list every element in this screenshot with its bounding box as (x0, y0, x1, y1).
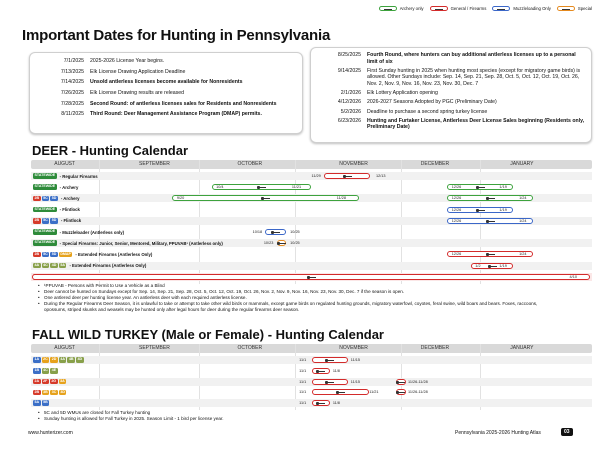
season-date-label: 1/2 (475, 263, 481, 268)
wmu-tag: 2G (51, 378, 57, 383)
date-value: 2/1/2026 (340, 90, 361, 97)
wmu-tag: 5C (43, 218, 48, 223)
season-icon (316, 371, 325, 372)
date-value: 8/25/2025 (337, 52, 361, 58)
legend-label: General / Firearms (450, 6, 487, 11)
calendar-row (31, 378, 592, 386)
date-value: 7/28/2025 (60, 100, 84, 107)
row-label (33, 239, 223, 247)
row-label (33, 228, 124, 236)
deer-notes (38, 283, 558, 313)
row-label (33, 378, 66, 386)
season-date-label: 1/24 (519, 196, 527, 201)
calendar-row (31, 228, 592, 236)
month-header (31, 160, 592, 169)
season-icon (336, 392, 345, 393)
page-title: Important Dates for Hunting in Pennsylvania (22, 27, 331, 44)
wmu-tag: 5A (60, 262, 65, 267)
date-value: 8/11/2025 (61, 111, 84, 118)
season-date-label: 11/1 (299, 368, 307, 373)
wmu-tag: 5A (34, 400, 40, 405)
calendar-row (31, 172, 592, 180)
wmu-tag: 4D (77, 357, 83, 362)
season-icon (343, 176, 352, 177)
legend-item (492, 6, 551, 11)
season-date-label: 1/19 (499, 185, 507, 190)
row-season-name: - Archery (60, 195, 80, 201)
dates-box-left (29, 52, 303, 134)
wmu-tag: 1B (34, 368, 40, 373)
wmu-tag: DMAP (60, 251, 71, 256)
season-date-label: 11/1 (299, 379, 307, 384)
season-date-label: 12/26 (451, 185, 462, 190)
season-bar (324, 173, 371, 179)
date-description: Elk Lottery Application opening (367, 90, 438, 97)
legend-swatch (557, 6, 575, 11)
season-date-label: 12/26 (451, 207, 462, 212)
season-date-label: 4/10 (569, 274, 577, 279)
season-date-label: 10/18 (252, 230, 263, 234)
calendar-row (31, 262, 592, 270)
month-label: OCTOBER (237, 345, 263, 351)
row-season-name: - Archery (59, 184, 79, 190)
calendar-row (31, 250, 592, 258)
footer-website: www.hunterizer.com (28, 430, 73, 436)
wmu-tag: 4E (51, 368, 57, 373)
date-value: 5/2/2026 (340, 108, 361, 115)
date-row (34, 90, 294, 97)
season-icon (277, 243, 286, 244)
row-season-name: - Extended Firearms (Antlerless Only) (75, 251, 153, 257)
row-label (33, 356, 84, 364)
date-row (315, 68, 585, 88)
calendar-row (31, 367, 592, 375)
season-bar (312, 389, 370, 395)
note-item: • Sunday hunting is allowed for Fall Turkey in 2025. Season Limit - 1 bird per license year. (38, 416, 538, 422)
season-icon (396, 392, 405, 393)
wmu-tag: STATEWIDE (34, 229, 56, 234)
wmu-tag: 2B (34, 195, 40, 200)
date-description: Third Round: Deer Management Assistance Program (DMAP) permits. (90, 111, 262, 118)
date-description: Hunting and Furtaker License, Antlerless Deer License Sales beginning (Residents only, Preliminary Date) (367, 117, 585, 131)
date-description: 2026-2027 Seasons Adopted by PGC (Preliminary Date) (367, 99, 497, 106)
row-season-name: - Flintlock (60, 218, 82, 224)
date-value: 7/13/2025 (60, 68, 84, 75)
date-value: 7/1/2025 (63, 58, 84, 64)
wmu-tag: 3A (60, 378, 65, 383)
season-icon (488, 266, 497, 267)
date-value: 6/23/2026 (337, 117, 361, 124)
deer-calendar (31, 160, 592, 285)
legend-item (379, 6, 424, 11)
date-description: Fourth Round, where hunters can buy additional antlerless licenses up to a personal limit of six (367, 52, 576, 65)
legend-label: Special (577, 6, 592, 11)
date-description: Elk License Drawing results are released (90, 90, 184, 97)
row-season-name: - Flintlock (59, 207, 80, 213)
date-description: Elk License Drawing Application Deadline (90, 68, 186, 75)
note-item: • Deer cannot be hunted on Sundays except for Sep. 14, Sep. 21, Sep. 28, Oct. 5, Oct. 12, Oct. 19, Oct. 26, Nov. 2, Nov. 9, Nov. 16, Nov. 23, Nov. 30, Dec. 7 if the season is open. (38, 289, 558, 295)
turkey-calendar (31, 344, 592, 410)
wmu-tag: 2B (34, 251, 40, 256)
season-bar (312, 379, 348, 385)
season-date-label: 1/19 (499, 263, 507, 268)
season-date-label: 1/24 (519, 218, 527, 223)
month-label: SEPTEMBER (138, 345, 170, 351)
note-item: • During the Regular Firearms Deer Season, it is unlawful to take or attempt to take other wild birds or mammals, except game birds on regulated hunting grounds, migratory waterfowl, coyotes, feral swine, wild boars and bears. Foxes, raccoons, opossums, striped skunks and weasels may be hunted only after legal hours for deer during the regular firearms deer season. (38, 301, 558, 313)
season-date-label: 10/23 (263, 241, 274, 246)
wmu-tag: 5C (43, 195, 48, 200)
season-icon (476, 210, 485, 211)
wmu-tag: 4A (60, 357, 65, 362)
date-value: 9/14/2025 (337, 67, 361, 74)
note-item: • 5C and 5D WMUs are closed for Fall Turkey hunting (38, 410, 538, 416)
calendar-row (31, 206, 592, 214)
page-number: 03 (561, 428, 573, 436)
row-label (33, 388, 66, 396)
season-icon (325, 382, 334, 383)
wmu-tag: 2A (34, 378, 40, 383)
season-date-label: 11/1 (299, 401, 307, 406)
season-bar (312, 368, 331, 374)
turkey-calendar-title: FALL WILD TURKEY (Male or Female) - Hunting Calendar (32, 327, 384, 342)
row-season-name: - Extended Firearms (Antlerless Only) (69, 263, 147, 269)
calendar-row (31, 239, 592, 247)
legend-swatch (430, 6, 448, 11)
date-description: Second Round: of antlerless licenses sales for Residents and Nonresidents (90, 100, 277, 107)
wmu-tag: 5D (51, 195, 57, 200)
row-label (33, 172, 98, 180)
legend (379, 6, 592, 11)
date-description: Unsold antlerless licenses become available for Nonresidents (90, 79, 243, 86)
season-icon (257, 187, 266, 188)
date-value: 4/12/2026 (337, 99, 361, 106)
calendar-row (31, 388, 592, 396)
calendar-row (31, 273, 592, 281)
row-label (33, 250, 152, 258)
wmu-tag: 5D (51, 218, 57, 223)
month-label: AUGUST (54, 345, 76, 351)
month-label: NOVEMBER (339, 161, 368, 167)
date-row (34, 58, 294, 65)
date-row (34, 101, 294, 108)
season-date-label: 11/15 (350, 379, 360, 384)
season-icon (325, 360, 334, 361)
season-date-label: 12/26 (451, 218, 462, 223)
wmu-tag: 4C (43, 262, 48, 267)
month-label: DECEMBER (420, 345, 450, 351)
row-label (33, 399, 49, 407)
season-date-label: 1/24 (519, 252, 527, 257)
season-date-label: 11/1 (299, 390, 307, 395)
season-date-label: 11/29 (311, 174, 321, 178)
note-item: • One antlered deer per hunting license year. An antlerless deer with each required antlerless license. (38, 295, 558, 301)
month-header (31, 344, 592, 353)
season-date-label: 12/26 (451, 252, 462, 257)
season-icon (486, 254, 495, 255)
deer-calendar-title: DEER - Hunting Calendar (32, 143, 189, 158)
season-bar (32, 274, 590, 280)
calendar-row (31, 183, 592, 191)
wmu-tag: 3C (51, 389, 57, 394)
calendar-row (31, 356, 592, 364)
season-icon (307, 277, 316, 278)
row-label (33, 262, 146, 270)
season-date-label: 11/21 (369, 390, 379, 395)
season-date-label: 11/26-11/28 (407, 390, 428, 395)
season-bar (265, 229, 286, 235)
season-date-label: 9/20 (176, 196, 185, 201)
footer-atlas-title: Pennsylvania 2025-2026 Hunting Atlas (455, 430, 541, 436)
month-label: DECEMBER (420, 161, 450, 167)
season-date-label: 12/13 (376, 174, 386, 178)
date-description: Deadline to purchase a second spring turkey license (367, 108, 488, 115)
season-bar (277, 240, 287, 246)
season-date-label: 11/8 (332, 401, 340, 406)
date-row (315, 118, 585, 131)
season-bar (312, 400, 331, 406)
date-description: 2025-2026 License Year begins. (90, 58, 165, 64)
date-row (315, 52, 585, 65)
season-date-label: 11/21 (291, 185, 302, 190)
date-description: First Sunday hunting in 2025 when hunting most species (except for migratory game birds) is allowed. Other Sundays include: Sep. 14, Sep. 21, Sep. 28, Oct. 5, Oct. 12, Oct. 19, Oct. 26, Nov. 2, Nov. 9, Nov. 16, Nov. 23, Nov. 30, Dec. 7 (367, 67, 581, 87)
season-date-label: 10/25 (290, 230, 300, 234)
season-date-label: 12/26 (451, 196, 462, 201)
month-label: JANUARY (510, 345, 534, 351)
season-icon (261, 198, 270, 199)
legend-swatch (379, 6, 397, 11)
season-icon (271, 232, 280, 233)
row-label (33, 194, 80, 202)
wmu-tag: 5C (43, 251, 48, 256)
date-row (34, 111, 294, 118)
season-date-label: 11/26-11/28 (407, 379, 428, 384)
row-season-name: - Regular Firearms (59, 173, 98, 179)
date-value: 7/26/2025 (60, 90, 84, 97)
wmu-tag: 4C (43, 368, 48, 373)
season-date-label: 11/15 (350, 358, 360, 362)
season-date-label: 11/8 (332, 368, 340, 373)
row-season-name: - Muzzleloader (Antlerless only) (59, 229, 125, 235)
month-label: JANUARY (510, 161, 534, 167)
wmu-tag: 2C (43, 357, 48, 362)
date-row (315, 109, 585, 116)
season-icon (396, 382, 405, 383)
date-row (315, 90, 585, 97)
season-bar (312, 357, 348, 363)
season-bar (396, 379, 406, 385)
legend-item (557, 6, 592, 11)
wmu-tag: STATEWIDE (34, 184, 56, 189)
calendar-row (31, 194, 592, 202)
wmu-tag: 1A (34, 357, 40, 362)
wmu-tag: 4A (34, 262, 40, 267)
season-bar (172, 195, 359, 201)
date-value: 7/14/2025 (60, 79, 84, 86)
wmu-tag: 3B (43, 389, 48, 394)
row-label (33, 217, 81, 225)
wmu-tag: 2B (34, 389, 40, 394)
legend-label: Archery only (399, 6, 424, 11)
wmu-tag: 2F (43, 378, 48, 383)
month-label: SEPTEMBER (138, 161, 170, 167)
wmu-tag: STATEWIDE (34, 206, 56, 211)
season-date-label: 11/28 (336, 196, 346, 201)
wmu-tag: 5D (51, 251, 57, 256)
season-date-label: 11/1 (299, 358, 307, 362)
date-row (34, 69, 294, 76)
note-item: • ¹PPUVAB - Persons with Permit to Use a Vehicle as a Blind (38, 283, 558, 289)
season-icon (486, 221, 495, 222)
month-label: AUGUST (54, 161, 76, 167)
wmu-tag: 5B (43, 400, 48, 405)
calendar-row (31, 399, 592, 407)
row-label (33, 367, 58, 375)
month-label: NOVEMBER (339, 345, 368, 351)
date-row (34, 79, 294, 86)
date-row (315, 99, 585, 106)
season-icon (476, 187, 485, 188)
season-icon (486, 198, 495, 199)
legend-item (430, 6, 487, 11)
season-date-label: 10/25 (290, 241, 300, 246)
wmu-tag: 4B (68, 357, 74, 362)
wmu-tag: 2B (34, 218, 40, 223)
legend-label: Muzzleloading Only (513, 6, 551, 11)
calendar-row (31, 217, 592, 225)
wmu-tag: 4D (51, 262, 57, 267)
row-label (33, 183, 78, 191)
season-date-label: 1/19 (499, 207, 507, 212)
dates-box-right (310, 47, 592, 143)
wmu-tag: STATEWIDE (34, 173, 56, 178)
season-bar (396, 389, 406, 395)
wmu-tag: 3D (60, 389, 65, 394)
row-label (33, 206, 80, 214)
turkey-notes (38, 410, 538, 422)
row-season-name: - Special Firearms: Junior, Senior, Mentored, Military, PPUVAB¹ (Antlerless only) (59, 240, 223, 246)
season-date-label: 10/4 (216, 185, 224, 190)
month-label: OCTOBER (237, 161, 263, 167)
season-icon (316, 403, 325, 404)
wmu-tag: STATEWIDE (34, 240, 56, 245)
wmu-tag: 2D (51, 357, 57, 362)
legend-swatch (492, 6, 510, 11)
